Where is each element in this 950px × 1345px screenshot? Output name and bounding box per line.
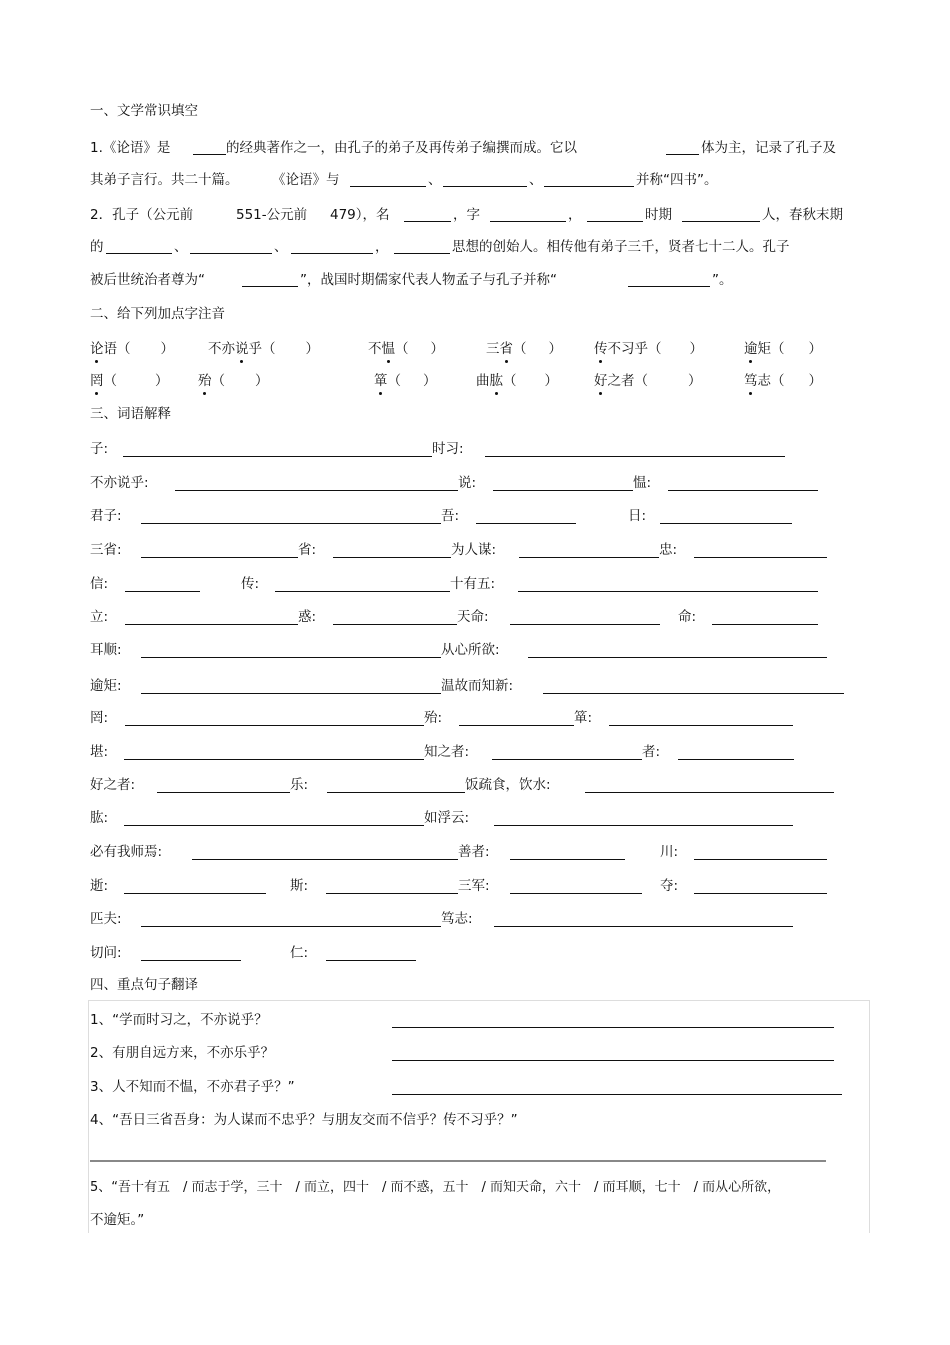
vocab-answer-line[interactable] <box>694 557 827 558</box>
vocab-term: 逾矩: <box>90 678 122 694</box>
vocab-answer-line[interactable] <box>124 759 424 760</box>
vocab-term: 十有五: <box>450 576 496 592</box>
q1-blank-5[interactable] <box>544 186 634 187</box>
vocab-term: 者: <box>642 744 661 760</box>
q1-blank-4[interactable] <box>443 186 527 187</box>
pinyin-item <box>368 339 444 359</box>
vocab-answer-line[interactable] <box>712 624 818 625</box>
vocab-answer-line[interactable] <box>668 490 818 491</box>
q1-sep-2: 、 <box>529 172 543 188</box>
vocab-answer-line[interactable] <box>510 859 625 860</box>
vocab-answer-line[interactable] <box>493 490 633 491</box>
vocab-term: 耳顺: <box>90 642 122 658</box>
vocab-term: 笃志: <box>441 911 473 927</box>
paren-close: ） <box>544 373 558 389</box>
paren-close: ） <box>255 373 269 389</box>
q1-text-b: 的经典著作之一，由孔子的弟子及再传弟子编撰而成。它以 <box>226 140 577 156</box>
vocab-answer-line[interactable] <box>333 557 451 558</box>
paren-close: ） <box>160 341 174 357</box>
q1-sep-1: 、 <box>428 172 442 188</box>
q2-blank-7[interactable] <box>291 253 373 254</box>
vocab-answer-line[interactable] <box>485 456 785 457</box>
q2-text-k: ”，战国时期儒家代表人物孟子与孔子并称“ <box>300 272 557 288</box>
q1-text-d: 其弟子言行。共二十篇。 <box>90 172 239 188</box>
pinyin-word-post: 乎 <box>248 341 262 357</box>
pinyin-item <box>744 371 822 391</box>
pinyin-item <box>594 339 703 359</box>
vocab-term: 惑: <box>298 609 317 625</box>
pinyin-word-pre: 不亦 <box>208 341 235 357</box>
vocab-term: 时习: <box>432 441 464 457</box>
sentence-1: 1、“学而时习之，不亦说乎？ <box>90 1012 268 1028</box>
vocab-term: 仁: <box>290 945 309 961</box>
q1-text-a: 1.《论语》是 <box>90 140 171 156</box>
q1-text-e: 《论语》与 <box>272 172 340 188</box>
dotted-char: 殆 <box>198 373 212 389</box>
vocab-term: 好之者: <box>90 777 136 793</box>
vocab-term: 吾: <box>441 508 460 524</box>
paren-close: ） <box>688 373 702 389</box>
vocab-term: 传: <box>241 576 260 592</box>
q2-text-j: 被后世统治者尊为“ <box>90 272 205 288</box>
vocab-term: 斯: <box>290 878 309 894</box>
q2-blank-5[interactable] <box>106 253 172 254</box>
vocab-answer-line[interactable] <box>125 624 298 625</box>
vocab-term: 切问: <box>90 945 122 961</box>
vocab-answer-line[interactable] <box>694 859 827 860</box>
sentence-2: 2、有朋自远方来，不亦乐乎？ <box>90 1045 275 1061</box>
pinyin-item <box>486 339 562 359</box>
section1-title: 一、文学常识填空 <box>90 103 198 119</box>
vocab-answer-line[interactable] <box>528 657 827 658</box>
vocab-term: 君子: <box>90 508 122 524</box>
vocab-answer-line[interactable] <box>492 759 642 760</box>
vocab-term: 罔: <box>90 710 109 726</box>
sentence-5: 5、“吾十有五 / 而志于学，三十 / 而立，四十 / 而不惑，五十 / 而知天命，六十 / 而耳顺，七十 / 而从心所欲， <box>90 1180 781 1195</box>
paren-close: ） <box>155 373 169 389</box>
pinyin-word-post: 语 <box>103 341 117 357</box>
paren-close: ） <box>689 341 703 357</box>
paren-close: ） <box>808 373 822 389</box>
vocab-answer-line[interactable] <box>333 624 457 625</box>
section4-title: 四、重点句子翻译 <box>90 977 198 993</box>
q2-text-a: 2．孔子（公元前 <box>90 207 194 223</box>
q2-text-c: 479），名 <box>330 207 390 223</box>
vocab-answer-line[interactable] <box>476 523 576 524</box>
vocab-answer-line[interactable] <box>141 693 441 694</box>
vocab-term: 箪: <box>574 710 593 726</box>
q1-text-c: 体为主，记录了孔子及 <box>701 140 836 156</box>
vocab-answer-line[interactable] <box>660 523 792 524</box>
vocab-answer-line[interactable] <box>157 792 290 793</box>
pinyin-word-post: 不习乎 <box>607 341 648 357</box>
vocab-term: 三军: <box>458 878 490 894</box>
q2-blank-3[interactable] <box>587 221 643 222</box>
paren-open: （ <box>387 373 401 389</box>
q2-text-d: ，字 <box>453 207 480 223</box>
vocab-answer-line[interactable] <box>609 725 793 726</box>
q2-blank-8[interactable] <box>394 253 450 254</box>
paren-open: （ <box>503 373 517 389</box>
vocab-answer-line[interactable] <box>123 456 432 457</box>
paren-close: ） <box>305 341 319 357</box>
paren-open: （ <box>513 341 527 357</box>
vocab-answer-line[interactable] <box>124 825 424 826</box>
paren-open: （ <box>771 373 785 389</box>
sentence-3-answer-line[interactable] <box>392 1094 842 1095</box>
paren-close: ） <box>423 373 437 389</box>
pinyin-word-pre: 曲 <box>476 373 490 389</box>
pinyin-word-post: 矩 <box>757 341 771 357</box>
vocab-term: 善者: <box>458 844 490 860</box>
vocab-term: 日: <box>628 508 647 524</box>
pinyin-word-post: 之者 <box>607 373 635 389</box>
sentence-4-answer-line[interactable] <box>90 1160 826 1162</box>
paren-open: （ <box>103 373 117 389</box>
q2-text-h: 的 <box>90 239 104 255</box>
vocab-term: 川: <box>660 844 679 860</box>
dotted-char: 传 <box>594 341 608 357</box>
pinyin-word-pre: 三 <box>486 341 500 357</box>
vocab-answer-line[interactable] <box>510 893 642 894</box>
q2-text-l: ”。 <box>712 272 733 288</box>
vocab-answer-line[interactable] <box>585 792 834 793</box>
vocab-term: 天命: <box>457 609 489 625</box>
q2-sep-2: 、 <box>274 239 288 255</box>
vocab-answer-line[interactable] <box>543 693 844 694</box>
vocab-answer-line[interactable] <box>141 523 441 524</box>
vocab-answer-line[interactable] <box>678 759 794 760</box>
paren-open: （ <box>771 341 785 357</box>
q2-sep-3: ， <box>375 239 389 255</box>
vocab-answer-line[interactable] <box>510 624 660 625</box>
vocab-term: 说: <box>458 475 477 491</box>
dotted-char: 罔 <box>90 373 104 389</box>
dotted-char: 愠 <box>381 341 395 357</box>
vocab-term: 饭疏食，饮水: <box>465 777 551 793</box>
vocab-term: 匹夫: <box>90 911 122 927</box>
vocab-answer-line[interactable] <box>519 557 659 558</box>
pinyin-item <box>744 339 822 359</box>
q2-blank-6[interactable] <box>190 253 272 254</box>
q2-blank-10[interactable] <box>628 286 710 287</box>
paren-open: （ <box>262 341 276 357</box>
vocab-term: 为人谋: <box>451 542 497 558</box>
paren-open: （ <box>634 373 648 389</box>
vocab-answer-line[interactable] <box>192 859 458 860</box>
vocab-term: 如浮云: <box>424 810 470 826</box>
pinyin-item <box>208 339 319 359</box>
vocab-term: 乐: <box>290 777 309 793</box>
sentence-4: 4、“吾日三省吾身：为人谋而不忠乎？与朋友交而不信乎？传不习乎？” <box>90 1112 518 1128</box>
sentence-3: 3、人不知而不愠，不亦君子乎？” <box>90 1079 295 1095</box>
vocab-answer-line[interactable] <box>141 926 441 927</box>
q2-text-g: 人，春秋末期 <box>762 207 843 223</box>
q2-blank-1[interactable] <box>404 221 451 222</box>
vocab-term: 愠: <box>633 475 652 491</box>
vocab-answer-line[interactable] <box>124 893 266 894</box>
dotted-char: 省 <box>499 341 513 357</box>
vocab-answer-line[interactable] <box>459 725 574 726</box>
vocab-answer-line[interactable] <box>494 825 793 826</box>
dotted-char: 箪 <box>374 373 388 389</box>
dotted-char: 逾 <box>744 341 758 357</box>
vocab-term: 温故而知新: <box>441 678 514 694</box>
dotted-char: 好 <box>594 373 608 389</box>
vocab-answer-line[interactable] <box>125 591 200 592</box>
pinyin-word-pre: 不 <box>368 341 382 357</box>
q2-text-b: 551-公元前 <box>236 207 308 223</box>
q2-blank-2[interactable] <box>490 221 566 222</box>
section3-title: 三、词语解释 <box>90 406 171 422</box>
pinyin-word-post: 志 <box>757 373 771 389</box>
vocab-term: 肱: <box>90 810 109 826</box>
paren-open: （ <box>117 341 131 357</box>
paren-open: （ <box>395 341 409 357</box>
vocab-term: 信: <box>90 576 109 592</box>
vocab-answer-line[interactable] <box>694 893 827 894</box>
dotted-char: 笃 <box>744 373 758 389</box>
q1-text-f: 并称“四书”。 <box>636 172 718 188</box>
vocab-term: 子: <box>90 441 109 457</box>
vocab-answer-line[interactable] <box>141 657 441 658</box>
sentence-2-answer-line[interactable] <box>392 1060 834 1061</box>
vocab-answer-line[interactable] <box>327 792 465 793</box>
q2-text-i: 思想的创始人。相传他有弟子三千，贤者七十二人。孔子 <box>452 239 790 255</box>
pinyin-item <box>90 339 174 359</box>
vocab-term: 省: <box>298 542 317 558</box>
vocab-answer-line[interactable] <box>275 591 450 592</box>
vocab-term: 必有我师焉: <box>90 844 163 860</box>
pinyin-item <box>198 371 269 391</box>
q1-blank-2[interactable] <box>666 154 699 155</box>
vocab-term: 堪: <box>90 744 109 760</box>
q2-text-e: ， <box>568 207 582 223</box>
q2-sep-1: 、 <box>174 239 188 255</box>
q1-blank-3[interactable] <box>350 186 426 187</box>
vocab-term: 殆: <box>424 710 443 726</box>
pinyin-item <box>594 371 702 391</box>
vocab-answer-line[interactable] <box>326 893 458 894</box>
vocab-term: 命: <box>678 609 697 625</box>
q1-blank-1[interactable] <box>193 154 226 155</box>
vocab-term: 从心所欲: <box>441 642 500 658</box>
paren-open: （ <box>211 373 225 389</box>
q2-blank-4[interactable] <box>682 221 760 222</box>
paren-close: ） <box>430 341 444 357</box>
paren-close: ） <box>548 341 562 357</box>
vocab-answer-line[interactable] <box>175 490 458 491</box>
vocab-answer-line[interactable] <box>125 725 424 726</box>
q2-blank-9[interactable] <box>242 286 298 287</box>
section2-title: 二、给下列加点字注音 <box>90 306 225 322</box>
vocab-term: 知之者: <box>424 744 470 760</box>
pinyin-item <box>90 371 169 391</box>
vocab-term: 立: <box>90 609 109 625</box>
vocab-answer-line[interactable] <box>494 926 793 927</box>
paren-close: ） <box>808 341 822 357</box>
sentence-1-answer-line[interactable] <box>392 1027 834 1028</box>
vocab-answer-line[interactable] <box>326 960 416 961</box>
sentence-5-cont: 不逾矩。” <box>90 1212 145 1228</box>
q2-text-f: 时期 <box>645 207 672 223</box>
vocab-term: 三省: <box>90 542 122 558</box>
vocab-term: 夺: <box>660 878 679 894</box>
paren-open: （ <box>648 341 662 357</box>
vocab-answer-line[interactable] <box>518 591 818 592</box>
dotted-char: 说 <box>235 341 249 357</box>
vocab-answer-line[interactable] <box>141 960 241 961</box>
vocab-term: 逝: <box>90 878 109 894</box>
vocab-answer-line[interactable] <box>141 557 298 558</box>
pinyin-item <box>476 371 558 391</box>
pinyin-item <box>374 371 437 391</box>
vocab-term: 不亦说乎: <box>90 475 149 491</box>
dotted-char: 论 <box>90 341 104 357</box>
dotted-char: 肱 <box>489 373 503 389</box>
vocab-term: 忠: <box>659 542 678 558</box>
